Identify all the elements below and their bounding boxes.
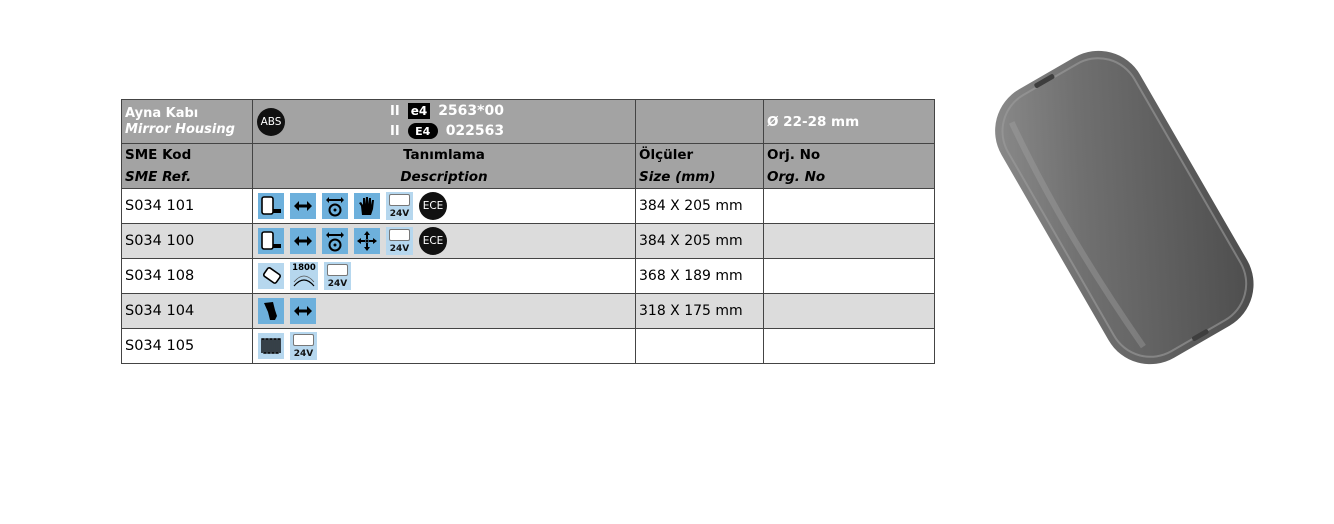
table-row bbox=[122, 259, 935, 294]
table-row bbox=[122, 294, 935, 329]
mirror-arm-icon bbox=[258, 228, 284, 254]
ref-cell: S034 101 bbox=[122, 189, 253, 224]
mirror-arm-icon bbox=[258, 193, 284, 219]
ref-column-header: SME Kod SME Ref. bbox=[122, 144, 253, 189]
size-cell: 384 X 205 mm bbox=[636, 224, 764, 259]
steering-arrows-icon bbox=[322, 193, 348, 219]
glass-icon bbox=[258, 263, 284, 289]
manual-hand-icon bbox=[354, 193, 380, 219]
table-header-row-2 bbox=[122, 144, 935, 189]
size-column-header: Ölçüler Size (mm) bbox=[636, 144, 764, 189]
E4-mark: E4 bbox=[408, 123, 438, 139]
table-row bbox=[122, 189, 935, 224]
housing-label-en: Mirror Housing bbox=[125, 121, 235, 137]
ece-badge-icon: ECE bbox=[419, 192, 447, 220]
diameter-label: Ø 22-28 mm bbox=[767, 113, 860, 130]
diameter-cell bbox=[764, 100, 935, 144]
adjust-arrows-icon bbox=[290, 193, 316, 219]
housing-label-tr: Ayna Kabı bbox=[125, 105, 199, 121]
size-cell bbox=[636, 329, 764, 364]
description-cell bbox=[253, 329, 636, 364]
heated-24v-icon: 24V bbox=[386, 227, 413, 255]
certification-cell bbox=[253, 100, 636, 144]
product-spec-table bbox=[121, 99, 935, 364]
housing-shape-icon bbox=[258, 298, 284, 324]
orig-cell bbox=[764, 259, 935, 294]
cert-line-1: II e4 2563*00 bbox=[390, 103, 504, 119]
housing-header-cell bbox=[122, 100, 253, 144]
cert-code-2: 022563 bbox=[445, 123, 505, 139]
ref-cell: S034 105 bbox=[122, 329, 253, 364]
cert-code-1: 2563*00 bbox=[438, 103, 504, 119]
ref-cell: S034 100 bbox=[122, 224, 253, 259]
description-cell bbox=[253, 259, 636, 294]
empty-header-cell bbox=[636, 100, 764, 144]
heating-element-icon bbox=[258, 333, 284, 359]
size-cell: 318 X 175 mm bbox=[636, 294, 764, 329]
orig-column-header: Orj. No Org. No bbox=[764, 144, 935, 189]
e4-mark: e4 bbox=[408, 103, 431, 119]
electric-adjust-icon bbox=[354, 228, 380, 254]
size-cell: 384 X 205 mm bbox=[636, 189, 764, 224]
table-row bbox=[122, 224, 935, 259]
description-cell bbox=[253, 224, 636, 259]
orig-cell bbox=[764, 294, 935, 329]
orig-cell bbox=[764, 224, 935, 259]
description-cell bbox=[253, 189, 636, 224]
table-row bbox=[122, 329, 935, 364]
table-header-row-1 bbox=[122, 100, 935, 144]
description-cell bbox=[253, 294, 636, 329]
heated-24v-icon: 24V bbox=[290, 332, 317, 360]
size-cell: 368 X 189 mm bbox=[636, 259, 764, 294]
description-column-header: Tanımlama Description bbox=[253, 144, 636, 189]
heated-24v-icon: 24V bbox=[386, 192, 413, 220]
radius-1800-icon: 1800 bbox=[290, 262, 318, 290]
orig-cell bbox=[764, 189, 935, 224]
mirror-housing-product-image bbox=[960, 0, 1334, 524]
orig-cell bbox=[764, 329, 935, 364]
abs-material-badge: ABS bbox=[257, 108, 285, 136]
ref-cell: S034 108 bbox=[122, 259, 253, 294]
heated-24v-icon: 24V bbox=[324, 262, 351, 290]
adjust-arrows-icon bbox=[290, 228, 316, 254]
adjust-arrows-icon bbox=[290, 298, 316, 324]
ece-badge-icon: ECE bbox=[419, 227, 447, 255]
steering-arrows-icon bbox=[322, 228, 348, 254]
ref-cell: S034 104 bbox=[122, 294, 253, 329]
cert-line-2: II E4 022563 bbox=[390, 123, 505, 139]
